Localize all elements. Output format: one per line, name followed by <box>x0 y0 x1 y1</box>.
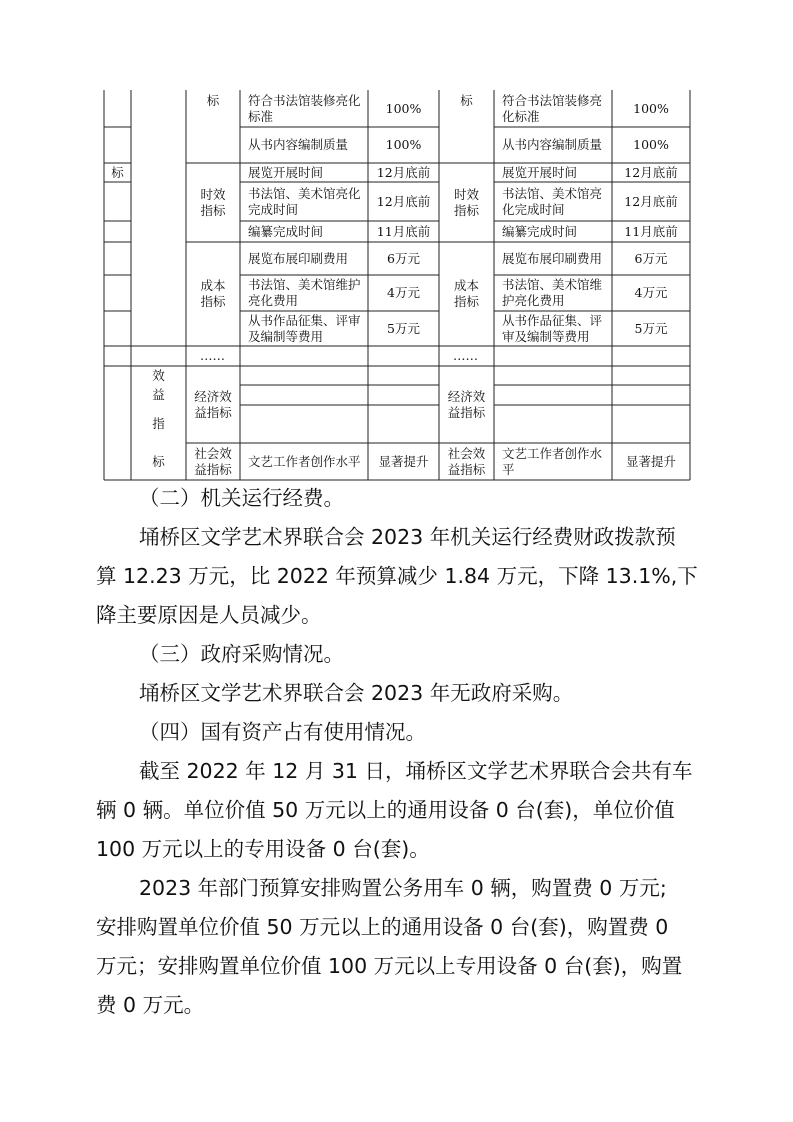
section-4-line-1: 截至 2022 年 12 月 31 日，埇桥区文学艺术界联合会共有车 <box>139 759 693 783</box>
right-row-2-name: 从书内容编制质量 <box>502 137 603 152</box>
body-text <box>96 479 696 1025</box>
left-row-6-value: 6万元 <box>387 250 420 266</box>
left-row-5-name: 编纂完成时间 <box>248 223 324 239</box>
section-2-heading: （二）机关运行经费。 <box>139 486 344 510</box>
right-row-1-value: 100% <box>633 100 669 116</box>
right-row-5-name: 编纂完成时间 <box>502 223 578 239</box>
right-row-8-value: 5万元 <box>634 320 668 336</box>
right-group-economic: 经济效益指标 <box>447 388 486 420</box>
left-row-4-name: 书法馆、美术馆亮化完成时间 <box>248 185 361 217</box>
effect-char-3: 指 <box>152 416 165 431</box>
section-2-line-2: 算 12.23 万元，比 2022 年预算减少 1.84 万元，下降 13.1%,下 <box>96 564 698 588</box>
section-4b-line-2: 安排购置单位价值 50 万元以上的通用设备 0 台(套)，购置费 0 <box>96 915 669 939</box>
right-row-8-name: 从书作品征集、评审及编制等费用 <box>502 312 603 344</box>
right-row-7-value: 4万元 <box>634 285 668 300</box>
left-row-8-value: 5万元 <box>387 320 420 336</box>
section-4b-line-4: 费 0 万元。 <box>96 993 205 1017</box>
right-ellipsis: …… <box>453 348 478 363</box>
left-group-social: 社会效益指标 <box>194 445 232 477</box>
right-group-biao: 标 <box>460 93 473 108</box>
right-row-9-name: 文艺工作者创作水平 <box>502 445 603 477</box>
section-2-line-1: 埇桥区文学艺术界联合会 2023 年机关运行经费财政拨款预 <box>139 525 676 549</box>
left-row-2-value: 100% <box>385 137 422 152</box>
right-group-social: 社会效益指标 <box>447 445 486 477</box>
right-row-3-name: 展览开展时间 <box>502 164 578 180</box>
left-row-3-name: 展览开展时间 <box>248 164 324 180</box>
right-row-6-name: 展览布展印刷费用 <box>502 250 603 266</box>
left-row-1-value: 100% <box>385 100 422 116</box>
right-row-6-value: 6万元 <box>634 250 668 266</box>
effect-char-1: 效 <box>152 367 165 383</box>
section-4b-line-3: 万元；安排购置单位价值 100 万元以上专用设备 0 台(套)，购置 <box>96 954 683 978</box>
right-row-4-value: 12月底前 <box>624 193 678 209</box>
left-group-biao: 标 <box>206 93 220 108</box>
section-3-heading: （三）政府采购情况。 <box>139 642 344 666</box>
section-4b-line-1: 2023 年部门预算安排购置公务用车 0 辆，购置费 0 万元; <box>139 876 667 900</box>
left-row-5-value: 11月底前 <box>376 223 431 239</box>
section-2-line-3: 降主要原因是人员减少。 <box>96 603 322 627</box>
left-row-7-value: 4万元 <box>387 285 420 300</box>
col1-label: 标 <box>111 164 124 180</box>
right-row-9-value: 显著提升 <box>625 453 676 469</box>
right-group-cost: 成本指标 <box>453 278 479 309</box>
effect-char-4: 标 <box>152 453 165 469</box>
left-group-cost: 成本指标 <box>200 278 226 309</box>
left-row-3-value: 12月底前 <box>376 164 431 180</box>
section-3-line-1: 埇桥区文学艺术界联合会 2023 年无政府采购。 <box>139 681 574 705</box>
right-row-7-name: 书法馆、美术馆维护亮化费用 <box>502 277 603 308</box>
right-row-1-name: 符合书法馆装修亮化标准 <box>502 92 603 124</box>
effect-char-2: 益 <box>152 387 165 402</box>
left-group-economic: 经济效益指标 <box>194 388 232 420</box>
right-row-2-value: 100% <box>633 137 669 152</box>
left-row-2-name: 从书内容编制质量 <box>248 137 349 152</box>
left-ellipsis: …… <box>200 348 225 363</box>
right-row-5-value: 11月底前 <box>624 223 678 239</box>
right-row-4-name: 书法馆、美术馆亮化完成时间 <box>502 185 603 217</box>
section-4-line-3: 100 万元以上的专用设备 0 台(套)。 <box>96 837 430 861</box>
left-row-1-name: 符合书法馆装修亮化标准 <box>248 92 361 124</box>
section-4-line-2: 辆 0 辆。单位价值 50 万元以上的通用设备 0 台(套)，单位价值 <box>96 798 675 822</box>
section-4-heading: （四）国有资产占有使用情况。 <box>139 720 426 744</box>
left-group-timeliness: 时效指标 <box>200 186 226 218</box>
left-row-9-name: 文艺工作者创作水平 <box>248 453 361 469</box>
left-row-6-name: 展览布展印刷费用 <box>248 250 349 266</box>
left-row-8-name: 从书作品征集、评审及编制等费用 <box>248 312 361 344</box>
left-row-9-value: 显著提升 <box>378 453 429 469</box>
right-row-3-value: 12月底前 <box>624 164 678 180</box>
right-group-timeliness: 时效指标 <box>453 186 479 218</box>
performance-table <box>0 0 793 482</box>
left-row-4-value: 12月底前 <box>376 193 431 209</box>
left-row-7-name: 书法馆、美术馆维护亮化费用 <box>248 277 361 308</box>
